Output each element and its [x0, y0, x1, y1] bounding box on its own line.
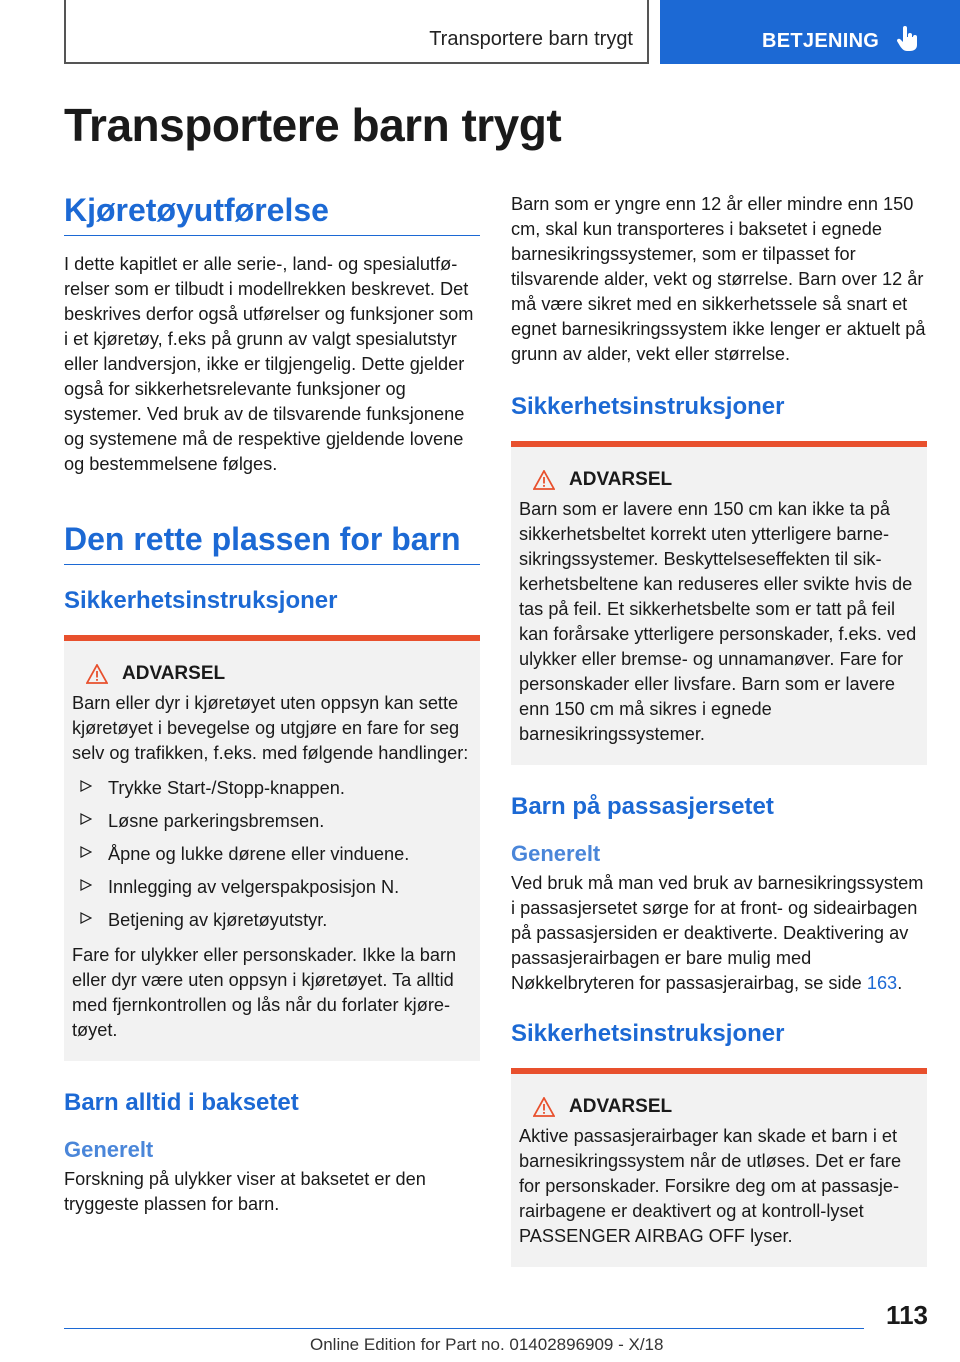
heading-general: Generelt [511, 841, 601, 866]
page-title: Transportere barn trygt [64, 99, 562, 151]
list-item: Løsne parkeringsbremsen. [72, 805, 472, 838]
section-tab-label: Transportere barn trygt [429, 28, 633, 50]
warning-box [511, 1068, 927, 1267]
list-item: Trykke Start-/Stopp-knappen. [72, 772, 472, 805]
heading-safety-instructions: Sikkerhetsinstruksjoner [511, 393, 785, 420]
footer-divider [64, 1328, 864, 1329]
warning-triangle-icon [533, 1097, 555, 1117]
warning-text: Barn som er lavere enn 150 cm kan ikke ta på sikkerhetsbeltet korrekt uten ytterligere barnesikringssystemer. Beskyttelseseffekten til sikkerhetsbeltene kan reduseres eller svikte hvis de tas på feil. Et sikkerhetsbelte som er tatt på feil kan forårsake ytterligere personskader, f.eks. ved ulykker eller bremse- og unnamanøver. Fare for personskader eller livsfare. Barn som er lavere enn 150 cm må sikres i egnede barnesikringssystemer. [519, 499, 917, 744]
bullet-triangle-icon [80, 846, 92, 858]
warning-title: ADVARSEL [122, 663, 226, 684]
warning-intro: Barn eller dyr i kjøretøyet uten oppsyn kan sette kjøretøyet i bevegelse og utgjøre en fare for seg selv og trafikken, f.eks. med følgende handlinger: [72, 693, 469, 763]
chapter-tab-label: BETJENING [762, 30, 880, 52]
left-column [64, 192, 480, 1217]
heading-passenger-seat: Barn på passasjersetet [511, 793, 774, 820]
list-item: Åpne og lukke dørene eller vinduene. [72, 838, 472, 871]
warning-box [511, 441, 927, 765]
bullet-triangle-icon [80, 813, 92, 825]
bullet-triangle-icon [80, 912, 92, 924]
bullet-triangle-icon [80, 879, 92, 891]
bullet-triangle-icon [80, 780, 92, 792]
warning-triangle-icon [86, 664, 108, 684]
footer-edition: Online Edition for Part no. 01402896909 - X/18 [310, 1335, 664, 1354]
heading-safety-instructions: Sikkerhetsinstruksjoner [64, 587, 338, 614]
heading-vehicle-version: Kjøretøyutførelse [64, 192, 480, 236]
paragraph-intro: Barn som er yngre enn 12 år eller mindre enn 150 cm, skal kun transporteres i baksetet i egnede barnesikringssystemer, som er tilpasset for tilsvarende alder, vekt og størrelse. Barn over 12 år må være sikret med en sikkerhetssele så snart et egnet barnesikringssystem ikke lenger er aktuelt på grunn av alder, vekt eller størrelse. [511, 194, 926, 364]
warning-title: ADVARSEL [569, 469, 673, 490]
heading-general: Generelt [64, 1137, 154, 1162]
heading-right-place: Den rette plassen for barn [64, 521, 480, 565]
warning-triangle-icon [533, 470, 555, 490]
warning-text: Aktive passasjerairbager kan skade et barn i et barnesikringssystem når de utløses. Det er fare for personskader. Forsikre deg om at passasjerairbagene er deaktivert og at kontroll-lyset PASSENGER AIRBAG OFF lyser. [519, 1126, 902, 1246]
paragraph-vehicle-version: I dette kapitlet er alle serie-, land- og spesialutførelser som er tilbudt i modellrekken beskrevet. Det beskrives derfor også utførelser og funksjoner som i et kjøretøy, f.eks på grunn av valgt spesialutstyr eller landversjon, ikke er tilgjengelig. Dette gjelder også for sikkerhetsrelevante funksjoner og systemer. Ved bruk av de tilsvarende funksjonene og systemene må de respektive gjeldende lovene og bestemmelsene følges. [64, 254, 474, 474]
section-tab [64, 0, 649, 64]
warning-box [64, 635, 480, 1061]
list-item: Betjening av kjøretøyutstyr. [72, 904, 472, 937]
paragraph-general: Ved bruk må man ved bruk av barnesikringssystem i passasjersetet sørge for at front- og sideairbagen på passasjersiden er deaktiverte. Deaktivering av passasjerairbagen er bare mulig med Nøkkelbryteren for passasjerairbag, se side 163. [511, 873, 924, 993]
hand-pointer-icon [897, 26, 919, 52]
heading-safety-instructions: Sikkerhetsinstruksjoner [511, 1020, 785, 1047]
right-column [511, 192, 927, 1267]
list-item: Innlegging av velgerspakposisjon N. [72, 871, 472, 904]
warning-outro: Fare for ulykker eller personskader. Ikke la barn eller dyr være uten oppsyn i kjøretøyet. Ta alltid med fjernkontrollen og lås når du forlater kjøretøyet. [72, 945, 457, 1040]
warning-list [72, 772, 472, 937]
heading-back-seat: Barn alltid i baksetet [64, 1089, 299, 1116]
paragraph-general: Forskning på ulykker viser at baksetet er den tryggeste plassen for barn. [64, 1169, 426, 1214]
chapter-tab[interactable] [660, 0, 960, 64]
warning-title: ADVARSEL [569, 1096, 673, 1117]
page-number: 113 [886, 1300, 928, 1330]
page-reference-link[interactable]: 163 [866, 973, 898, 993]
